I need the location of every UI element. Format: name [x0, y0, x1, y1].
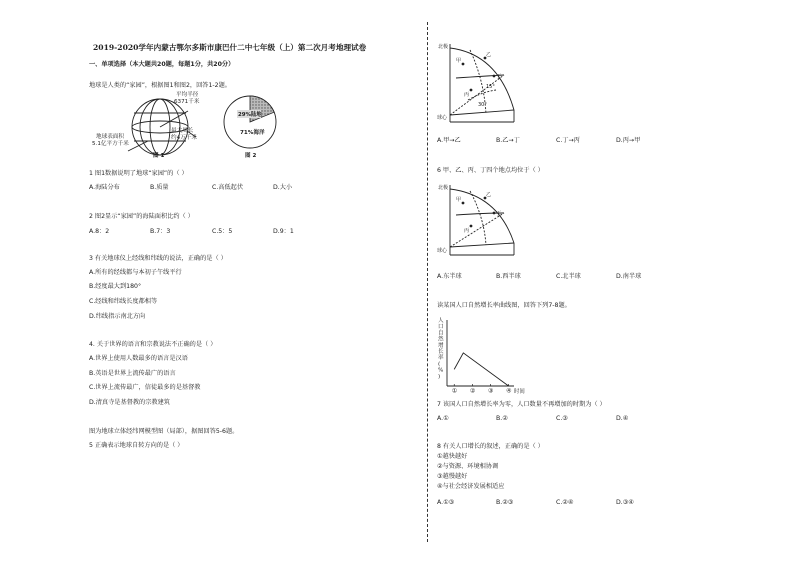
q7-option-c[interactable]: C.③ — [556, 415, 568, 422]
q7-option-b[interactable]: B.② — [496, 415, 508, 422]
q8-item-4: ④与社会经济发展相适应 — [437, 483, 505, 490]
q8-option-b[interactable]: B.②③ — [496, 499, 514, 506]
q2-option-a[interactable]: A.8：2 — [89, 228, 110, 235]
fig1-circ-line1: 最大周长 — [171, 128, 194, 134]
meridian-arc-2 — [470, 191, 486, 245]
q2-option-c[interactable]: C.5：5 — [212, 228, 233, 235]
q1-stem: 1 图1数据说明了地球“家园”的（ ） — [89, 170, 188, 177]
q4-option-d[interactable]: D.清真寺是基督教的宗教建筑 — [89, 399, 170, 406]
fig1-area-line2: 5.1亿平方千米 — [92, 141, 129, 147]
q4-option-c[interactable]: C.世界上流传最广，信徒最多的是基督教 — [89, 384, 201, 391]
q8-item-2: ②与资源、环境相协调 — [437, 463, 499, 470]
point-bing-2 — [470, 225, 473, 228]
label-ding-2: 丁 — [496, 211, 502, 217]
q8-option-c[interactable]: C.②④ — [556, 499, 574, 506]
q5-option-d[interactable]: D.丙→甲 — [616, 137, 641, 144]
globe-model-figure-q5 — [436, 40, 520, 130]
fig2-ocean-label: 71%海洋 — [240, 130, 265, 136]
page-title: 2019-2020学年内蒙古鄂尔多斯市康巴什二中七年级（上）第二次月考地理试卷 — [93, 43, 367, 52]
equator-line — [450, 110, 514, 115]
globe-model-figure-q6 — [436, 181, 520, 263]
chart-series-line — [454, 353, 508, 386]
q6-option-a[interactable]: A.东半球 — [437, 273, 462, 280]
q3-stem: 3 有关地球仪上经线和纬线的说法，正确的是（ ） — [89, 255, 227, 262]
fig1-caption: 图 1 — [153, 153, 165, 159]
q1-option-d[interactable]: D.大小 — [273, 184, 293, 191]
q1-option-b[interactable]: B.质量 — [150, 184, 169, 191]
chart-y-label: 人口自然增长率( % ) — [438, 318, 444, 380]
q6-stem: 6 甲、乙、丙、丁四个地点均位于（ ） — [437, 167, 544, 174]
point-jia — [462, 63, 465, 66]
q1-option-a[interactable]: A.海陆分布 — [89, 184, 120, 191]
q6-option-d[interactable]: D.南半球 — [616, 273, 642, 280]
label-jia: 甲 — [456, 58, 462, 64]
point-jia-2 — [462, 202, 465, 205]
column-divider — [427, 22, 428, 542]
q8-item-1: ①越快越好 — [437, 453, 468, 460]
q4-option-b[interactable]: B.英语是世界上流传最广的语言 — [89, 370, 176, 377]
label-pole: 北极 — [438, 44, 449, 50]
label-bing-2: 丙 — [464, 228, 470, 234]
q6-option-c[interactable]: C.北半球 — [556, 273, 581, 280]
label-center: 球心 — [437, 115, 448, 121]
fig1-circ-line2: 约4万千米 — [171, 135, 197, 141]
section-heading: 一、单项选择（本大题共20题，每题1分，共20分） — [89, 61, 235, 68]
q7-stem: 7 该国人口自然增长率为零，人口数量不再增加的时期为（ ） — [437, 401, 606, 408]
label-yi: 乙 — [486, 52, 492, 58]
q2-stem: 2 图2显示“家园”的海陆面积比约（ ） — [89, 213, 194, 220]
chart-x-tick-label: ④ — [506, 387, 512, 395]
q3-option-b[interactable]: B.经度最大到180° — [89, 283, 142, 290]
q5-option-a[interactable]: A.甲→乙 — [437, 137, 461, 144]
q8-item-3: ③越慢越好 — [437, 473, 468, 480]
equator-line-2 — [450, 243, 514, 247]
fig1-area-line1: 地球表面积 — [96, 134, 124, 140]
q5-option-b[interactable]: B.乙→丁 — [496, 137, 520, 144]
fig2-land-label: 29%陆地 — [238, 112, 262, 118]
label-yi-2: 乙 — [486, 192, 492, 198]
q3-option-d[interactable]: D.纬线指示南北方向 — [89, 313, 146, 320]
q8-option-d[interactable]: D.③④ — [616, 499, 634, 506]
q8-stem: 8 有关人口增长的叙述，正确的是（ ） — [437, 443, 544, 450]
label-jia-2: 甲 — [456, 197, 462, 203]
label-30deg: 30° — [478, 102, 487, 108]
lat-radius-2 — [450, 213, 504, 247]
q4-stem: 4. 关于世界的语言和宗教说法不正确的是（ ） — [89, 341, 217, 348]
fig1-radius-line2: 6371千米 — [174, 99, 200, 105]
chart-x-tick-label: ① — [451, 387, 458, 395]
label-15deg: 15° — [486, 84, 495, 90]
fig2-caption: 图 2 — [245, 153, 257, 159]
q3-option-c[interactable]: C.经线和纬线长度都相等 — [89, 298, 158, 305]
population-growth-chart — [434, 314, 530, 396]
chart-x-tick-label: ③ — [487, 387, 494, 395]
point-bing — [470, 89, 473, 92]
label-center-2: 球心 — [437, 248, 448, 254]
q5-stem: 5 正确表示地球自转方向的是（ ） — [89, 442, 184, 449]
point-ding — [493, 75, 496, 78]
label-ding: 丁 — [496, 74, 502, 80]
q3-option-a[interactable]: A.所有的经线都与本初子午线平行 — [89, 269, 182, 276]
point-ding-2 — [493, 212, 496, 215]
lat-radius — [450, 75, 504, 115]
q7-option-a[interactable]: A.① — [437, 415, 449, 422]
q6-option-b[interactable]: B.西半球 — [496, 273, 521, 280]
q2-option-d[interactable]: D.9：1 — [273, 228, 294, 235]
q2-option-b[interactable]: B.7：3 — [150, 228, 171, 235]
fig56-intro: 图为地球立体经纬网模型图（局部），据图回答5-6题。 — [89, 428, 239, 435]
label-pole-2: 北极 — [438, 185, 449, 191]
chart-intro: 读某国人口自然增长率曲线图，回答下列7-8题。 — [437, 302, 571, 309]
q7-option-d[interactable]: D.④ — [616, 415, 629, 422]
fig1-radius-line1: 平均半径 — [176, 92, 199, 98]
q8-option-a[interactable]: A.①③ — [437, 499, 455, 506]
q5-option-c[interactable]: C.丁→丙 — [556, 137, 580, 144]
figure-2-pie — [222, 92, 278, 154]
intro-text: 地球是人类的“家园”，根据图1和图2，回答1-2题。 — [89, 82, 231, 89]
q4-option-a[interactable]: A.世界上使用人数最多的语言是汉语 — [89, 355, 188, 362]
chart-x-label: 时间 — [514, 389, 525, 395]
label-bing: 丙 — [464, 92, 470, 98]
chart-x-tick-label: ② — [469, 387, 476, 395]
q1-option-c[interactable]: C.高低起伏 — [212, 184, 244, 191]
